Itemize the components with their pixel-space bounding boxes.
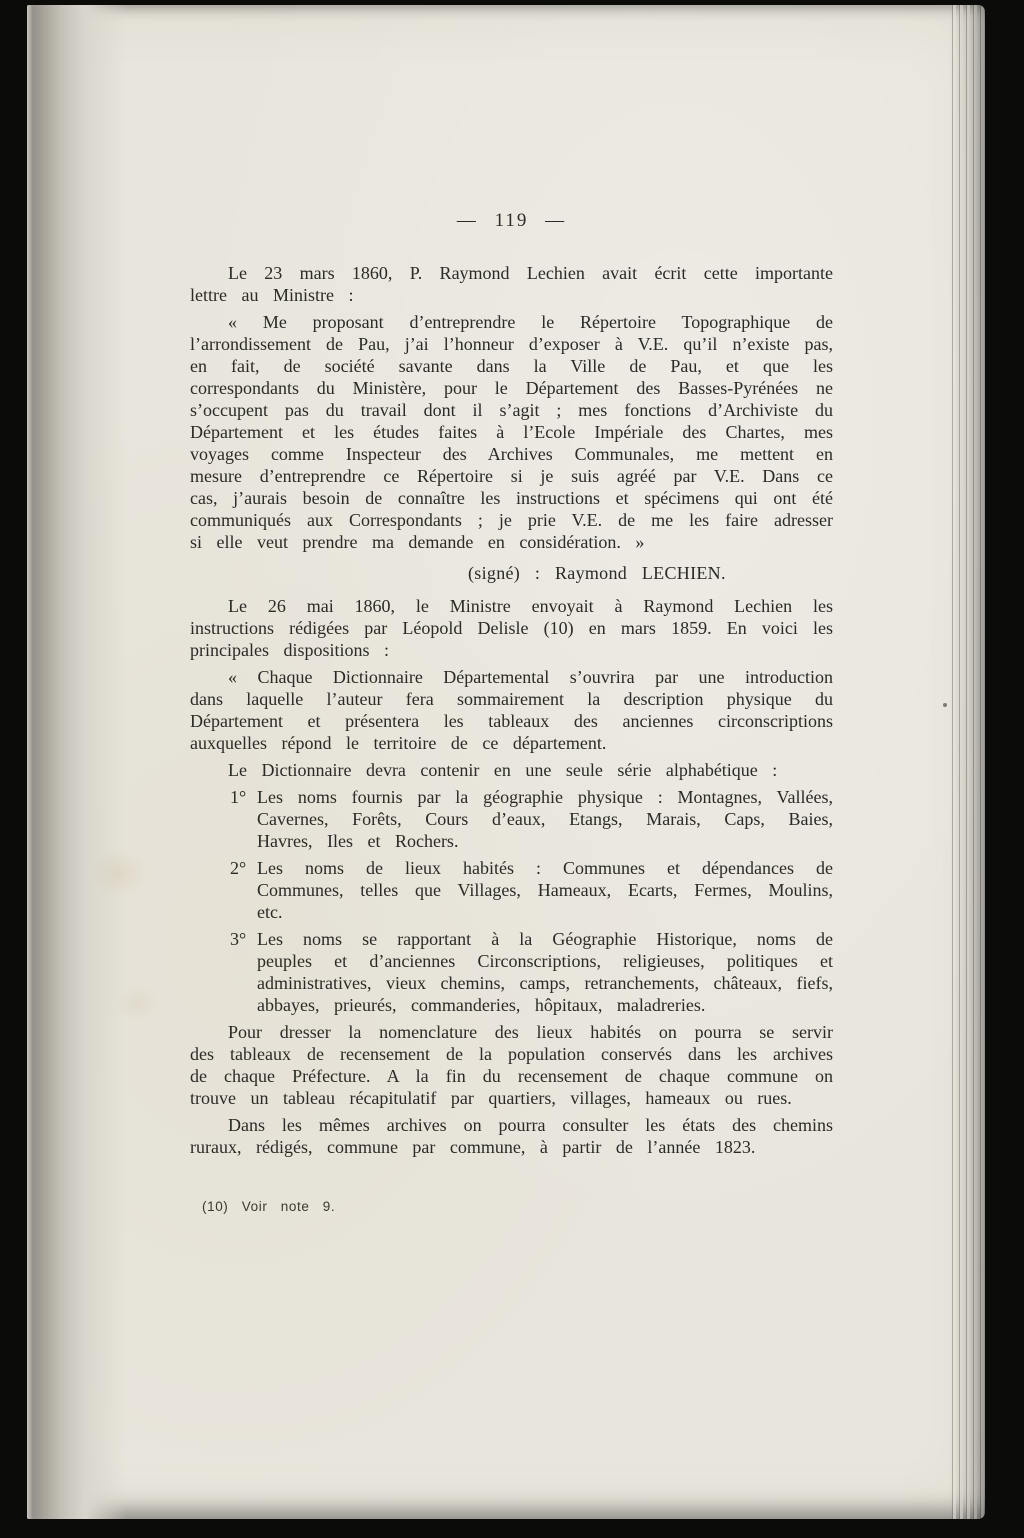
paragraph-dictionnaire: « Chaque Dictionnaire Départemental s’ouvrira par une introduction dans laquelle l’auteur fera sommairement la description physique du Département et présentera les tableaux des anciennes circonscriptions auxquelles répond le territoire de ce département. [190,667,833,753]
signature-line: (signé) : Raymond LECHIEN. [468,563,726,583]
paragraph-ministre: Le 26 mai 1860, le Ministre envoyait à Raymond Lechien les instructions rédigées par Léopold Delisle (10) en mars 1859. En voici les principales dispositions : [190,596,833,660]
book-page [27,5,985,1519]
list-item-number: 3° [230,929,247,949]
gutter-shadow [27,5,127,1519]
list-item-text: Les noms de lieux habités : Communes et dépendances de Communes, telles que Villages, Hameaux, Ecarts, Fermes, Moulins, etc. [257,858,833,922]
list-item [230,786,833,852]
numbered-list [230,786,833,1016]
scan-speck [943,703,947,707]
page-number: — 119 — [456,210,567,231]
list-item-text: Les noms fournis par la géographie physique : Montagnes, Vallées, Cavernes, Forêts, Cours d’eaux, Etangs, Marais, Caps, Baies, Havres, Iles et Rochers. [257,787,833,851]
paper-stain [115,985,159,1021]
paragraph-nomenclature: Pour dresser la nomenclature des lieux habités on pourra se servir des tableaux de recensement de la population conservés dans les archives de chaque Préfecture. A la fin du recensement de chaque commune on trouve un tableau récapitulatif par quartiers, villages, hameaux ou rues. [190,1022,833,1108]
list-item-number: 2° [230,858,247,878]
page-content [190,210,833,1218]
paragraph-intro: Le 23 mars 1860, P. Raymond Lechien avait écrit cette importante lettre au Ministre : [190,263,833,305]
list-item [230,928,833,1016]
list-item [230,857,833,923]
paragraph-archives: Dans les mêmes archives on pourra consulter les états des chemins ruraux, rédigés, commune par commune, à partir de l’année 1823. [190,1115,833,1157]
footnote: (10) Voir note 9. [202,1199,336,1214]
paper-stain [89,850,149,898]
list-item-number: 1° [230,787,247,807]
list-item-text: Les noms se rapportant à la Géographie Historique, noms de peuples et d’anciennes Circonscriptions, religieuses, politiques et administratives, vieux chemins, camps, retranchements, châteaux, fiefs, abbayes, prieurés, commanderies, hôpitaux, maladreries. [257,929,833,1015]
paragraph-serie-alphabetique: Le Dictionnaire devra contenir en une seule série alphabétique : [228,760,778,780]
paragraph-letter-quote: « Me proposant d’entreprendre le Répertoire Topographique de l’arrondissement de Pau, j’ai l’honneur d’exposer à V.E. qu’il n’existe pas, en fait, de société savante dans la Ville de Pau, et que les correspondants du Ministère, pour le Département des Basses-Pyrénées ne s’occupent pas du travail dont il s’agit ; mes fonctions d’Archiviste du Département et les études faites à l’Ecole Impériale des Chartes, mes voyages comme Inspecteur des Archives Communales, me mettent en mesure d’entreprendre ce Répertoire si je suis agréé par V.E. Dans ce cas, j’aurais besoin de connaître les instructions et spécimens qui ont été communiqués aux Correspondants ; je prie V.E. de me les faire adresser si elle veut prendre ma demande en considération. » [190,312,833,552]
page-stack-edges [949,5,985,1519]
